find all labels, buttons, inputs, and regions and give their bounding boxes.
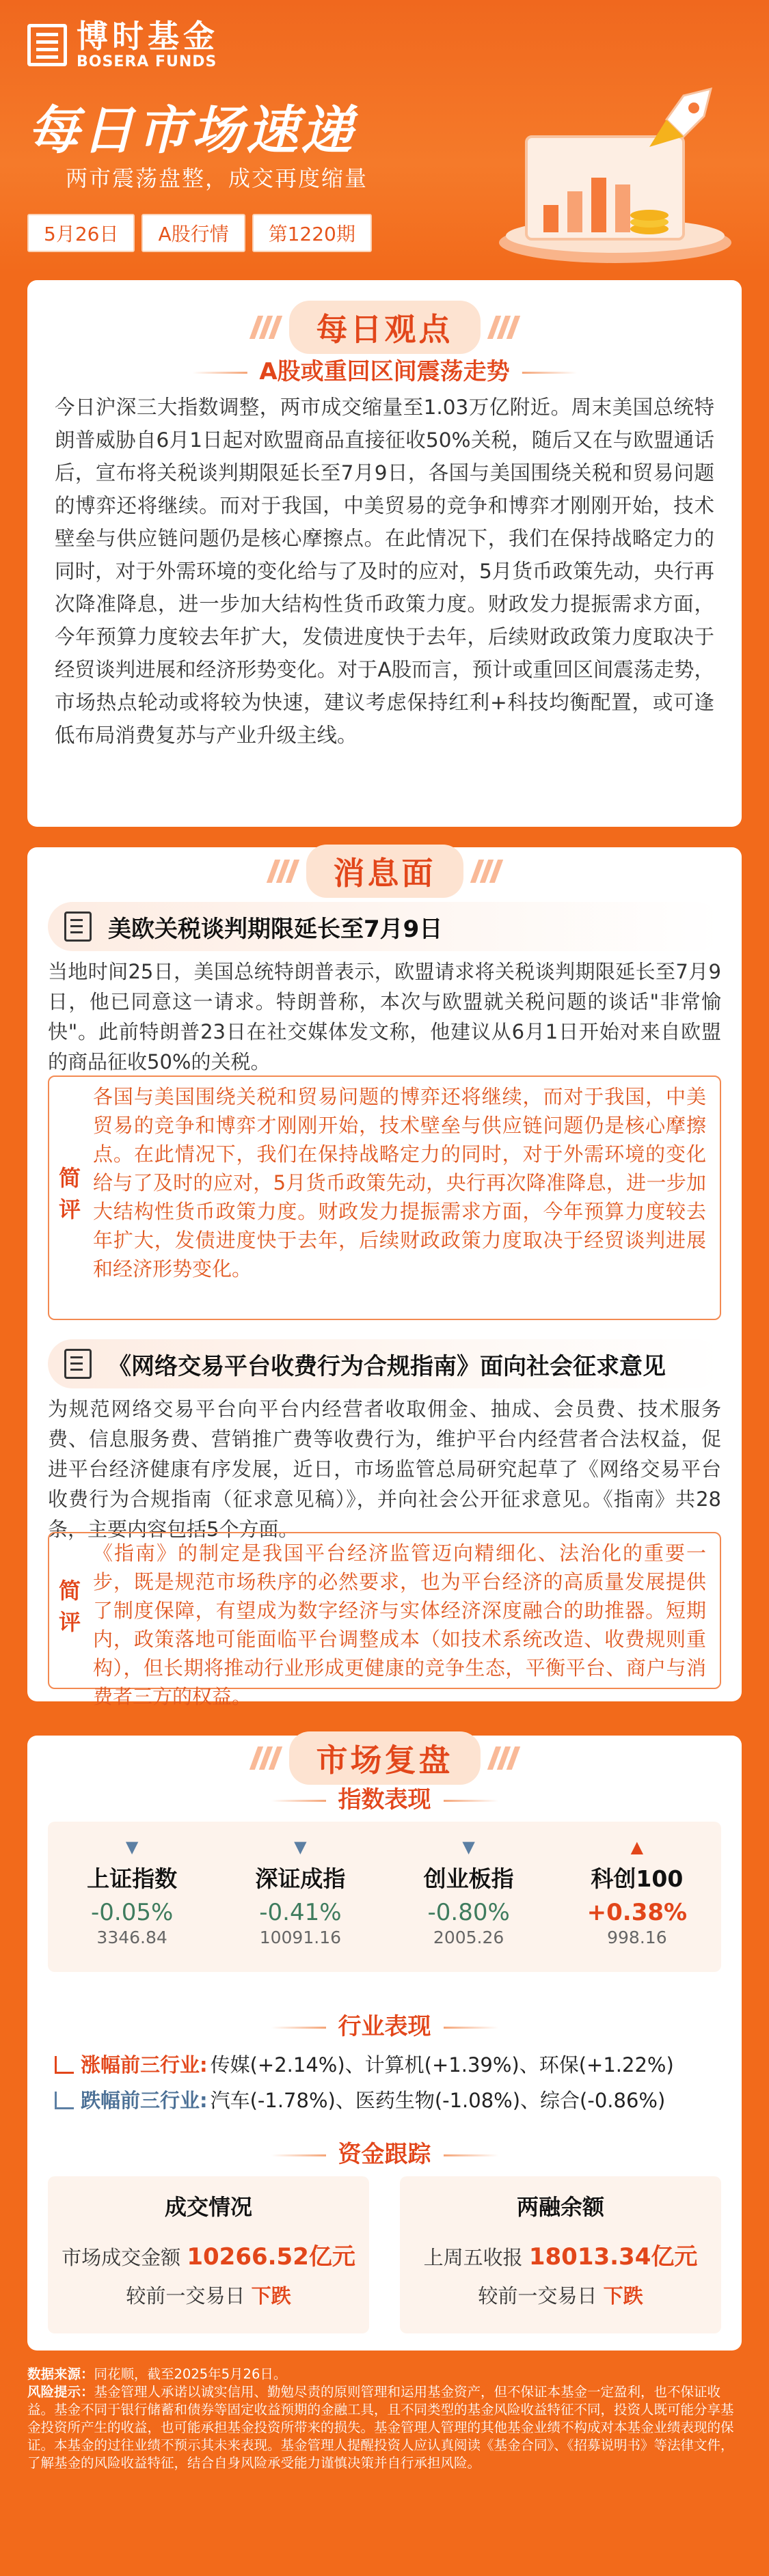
down-arrow-icon: ▼ bbox=[125, 1837, 139, 1856]
gainers-text: 传媒(+2.14%)、计算机(+1.39%)、环保(+1.22%) bbox=[210, 2053, 674, 2077]
news-item-1-body: 当地时间25日，美国总统特朗普表示，欧盟请求将关税谈判期限延长至7月9日，他已同意这一请求。特朗普称，本次与欧盟就关税问题的谈话"非常愉快"。此前特朗普23日在社交媒体发文称，他建议从6月1日开始对来自欧盟的商品征收50%的关税。 bbox=[48, 960, 721, 1073]
source-text: 同花顺，截至2025年5月26日。 bbox=[94, 2366, 287, 2382]
index-value: 998.16 bbox=[607, 1928, 667, 1947]
margin-box bbox=[400, 2176, 721, 2333]
index-sz bbox=[216, 1822, 384, 1972]
index-value: 10091.16 bbox=[259, 1928, 342, 1947]
market-heading bbox=[254, 1731, 516, 1785]
market-title: 市场复盘 bbox=[289, 1731, 481, 1785]
document-icon bbox=[64, 912, 92, 942]
source-label: 数据来源： bbox=[27, 2366, 94, 2382]
index-change: -0.80% bbox=[427, 1899, 510, 1926]
risk-text: 基金管理人承诺以诚实信用、勤勉尽责的原则管理和运用基金资产，但不保证本基金一定盈利，也不保证收益。基金不同于银行储蓄和债券等固定收益预期的金融工具，且不同类型的基金风险收益特征不同，投资人既可能分享基金投资所产生的收益，也可能承担基金投资所带来的损失。基金管理人管理的其他基金业绩不构成对本基金业绩表现的保证。本基金的过往业绩不预示其未来表现。基金管理人提醒投资人应认真阅读《基金合同》、《招募说明书》等法律文件，了解基金的风险收益特征，结合自身风险承受能力谨慎决策并自行承担风险。 bbox=[27, 2384, 734, 2471]
index-value: 2005.26 bbox=[433, 1928, 504, 1947]
daily-view-headline: A股或重回区间震荡走势 bbox=[180, 353, 589, 386]
market-card bbox=[27, 1736, 742, 2351]
index-row bbox=[48, 1822, 721, 1972]
turnover-cmp-prefix: 较前一交易日 bbox=[126, 2284, 245, 2307]
losers-text: 汽车(-1.78%)、医药生物(-1.08%)、综合(-0.86%) bbox=[210, 2089, 666, 2112]
trend-down-icon bbox=[55, 2092, 74, 2109]
margin-cmp: 下跌 bbox=[603, 2284, 643, 2307]
index-change: -0.05% bbox=[90, 1899, 174, 1926]
index-name: 科创100 bbox=[591, 1865, 684, 1892]
up-arrow-icon: ▲ bbox=[630, 1837, 644, 1856]
document-icon bbox=[64, 1349, 92, 1379]
news-item-2-head bbox=[48, 1339, 721, 1388]
news-item-2-title: 《网络交易平台收费行为合规指南》面向社会征求意见 bbox=[108, 1352, 666, 1380]
gainers-line bbox=[55, 2050, 674, 2080]
news-title: 消息面 bbox=[306, 845, 463, 898]
index-kc100 bbox=[553, 1822, 721, 1972]
comment-label: 简评 bbox=[55, 1166, 81, 1229]
fund-subhead: 资金跟踪 bbox=[259, 2135, 511, 2169]
news-heading bbox=[271, 845, 499, 898]
daily-view-card bbox=[27, 280, 742, 827]
issue-badge: 第1220期 bbox=[252, 214, 372, 252]
logo-icon bbox=[27, 24, 67, 66]
down-arrow-icon: ▼ bbox=[294, 1837, 307, 1856]
news-item-1-title: 美欧关税谈判期限延长至7月9日 bbox=[108, 915, 443, 943]
industry-subhead: 行业表现 bbox=[259, 2008, 511, 2041]
losers-label: 跌幅前三行业: bbox=[81, 2089, 208, 2112]
gainers-label: 涨幅前三行业: bbox=[81, 2053, 208, 2077]
turnover-cmp: 下跌 bbox=[251, 2284, 291, 2307]
rocket-chart-illustration bbox=[478, 82, 738, 266]
index-name: 上证指数 bbox=[87, 1865, 178, 1892]
turnover-prefix: 市场成交金额 bbox=[62, 2246, 181, 2269]
category-badge: A股行情 bbox=[141, 214, 245, 252]
down-arrow-icon: ▼ bbox=[462, 1837, 475, 1856]
news-item-1-comment bbox=[48, 1075, 721, 1320]
index-cyb bbox=[385, 1822, 553, 1972]
comment-label: 简评 bbox=[55, 1579, 81, 1642]
turnover-title: 成交情况 bbox=[164, 2194, 252, 2220]
news-item-2-body: 为规范网络交易平台向平台内经营者收取佣金、抽成、会员费、技术服务费、信息服务费、营销推广费等收费行为，维护平台内经营者合法权益，促进平台经济健康有序发展，近日，市场监管总局研究起草了《网络交易平台收费行为合规指南（征求意见稿）》，并向社会公开征求意见。《指南》共28条，主要内容包括5个方面。 bbox=[48, 1397, 721, 1541]
news-item-1-comment-text: 各国与美国围绕关税和贸易问题的博弈还将继续，而对于我国，中美贸易的竞争和博弈才刚刚开始，技术壁垒与供应链问题仍是核心摩擦点。在此情况下，我们在保持战略定力的同时，对于外需环境的变化给与了及时的应对，5月货币政策先动，央行再次降准降息，进一步加大结构性货币政策力度。财政发力提振需求方面，今年预算力度较去年扩大，发债进度快于去年，后续财政政策力度取决于经贸谈判进展和经济形势变化。 bbox=[93, 1085, 706, 1280]
daily-view-body: 今日沪深三大指数调整，两市成交缩量至1.03万亿附近。周末美国总统特朗普威胁自6月1日起对欧盟商品直接征收50%关税，随后又在与欧盟通话后，宣布将关税谈判期限延长至7月9日，各国与美国围绕关税和贸易问题的博弈还将继续。而对于我国，中美贸易的竞争和博弈才刚刚开始，技术壁垒与供应链问题仍是核心摩擦点。在此情况下，我们在保持战略定力的同时，对于外需环境的变化给与了及时的应对，5月货币政策先动，央行再次降准降息，进一步加大结构性货币政策力度。财政发力提振需求方面，今年预算力度较去年扩大，发债进度快于去年，后续财政政策力度取决于经贸谈判进展和经济形势变化。对于A股而言，预计或重回区间震荡走势，市场热点轮动或将较为快速，建议考虑保持红利+科技均衡配置，或可逢低布局消费复苏与产业升级主线。 bbox=[55, 396, 714, 747]
margin-prefix: 上周五收报 bbox=[423, 2246, 523, 2269]
index-change: -0.41% bbox=[259, 1899, 342, 1926]
logo-cn: 博时基金 bbox=[77, 18, 219, 55]
index-sh bbox=[48, 1822, 216, 1972]
margin-amount: 18013.34亿元 bbox=[528, 2243, 698, 2271]
daily-view-heading bbox=[254, 301, 516, 354]
page-title: 每日市场速递 bbox=[27, 100, 355, 161]
news-item-2-comment-text: 《指南》的制定是我国平台经济监管迈向精细化、法治化的重要一步，既是规范市场秩序的必然要求，也为平台经济的高质量发展提供了制度保障，有望成为数字经济与实体经济深度融合的助推器。短期内，政策落地可能面临平台调整成本（如技术系统改造、收费规则重构），但长期将推动行业形成更健康的竞争生态，平衡平台、商户与消费者三方的权益。 bbox=[93, 1542, 706, 1708]
trend-up-icon bbox=[55, 2056, 74, 2074]
footer-disclaimer bbox=[27, 2366, 742, 2472]
index-change: +0.38% bbox=[586, 1899, 688, 1926]
margin-title: 两融余额 bbox=[516, 2194, 604, 2220]
daily-view-title: 每日观点 bbox=[289, 301, 481, 354]
index-subhead: 指数表现 bbox=[259, 1781, 511, 1814]
losers-line bbox=[55, 2085, 665, 2115]
header bbox=[0, 0, 769, 273]
turnover-box bbox=[48, 2176, 369, 2333]
risk-label: 风险提示： bbox=[27, 2384, 94, 2400]
index-name: 创业板指 bbox=[423, 1865, 514, 1892]
index-name: 深证成指 bbox=[255, 1865, 346, 1892]
brand-logo bbox=[27, 19, 219, 70]
logo-en: BOSERA FUNDS bbox=[77, 53, 217, 70]
page-subtitle: 两市震荡盘整，成交再度缩量 bbox=[66, 165, 368, 191]
news-item-2-comment bbox=[48, 1532, 721, 1708]
turnover-amount: 10266.52亿元 bbox=[187, 2243, 355, 2271]
news-item-1-head bbox=[48, 902, 721, 951]
index-value: 3346.84 bbox=[96, 1928, 167, 1947]
margin-cmp-prefix: 较前一交易日 bbox=[478, 2284, 597, 2307]
meta-bar bbox=[27, 214, 372, 252]
date-badge: 5月26日 bbox=[27, 214, 135, 252]
news-card bbox=[27, 847, 742, 1708]
